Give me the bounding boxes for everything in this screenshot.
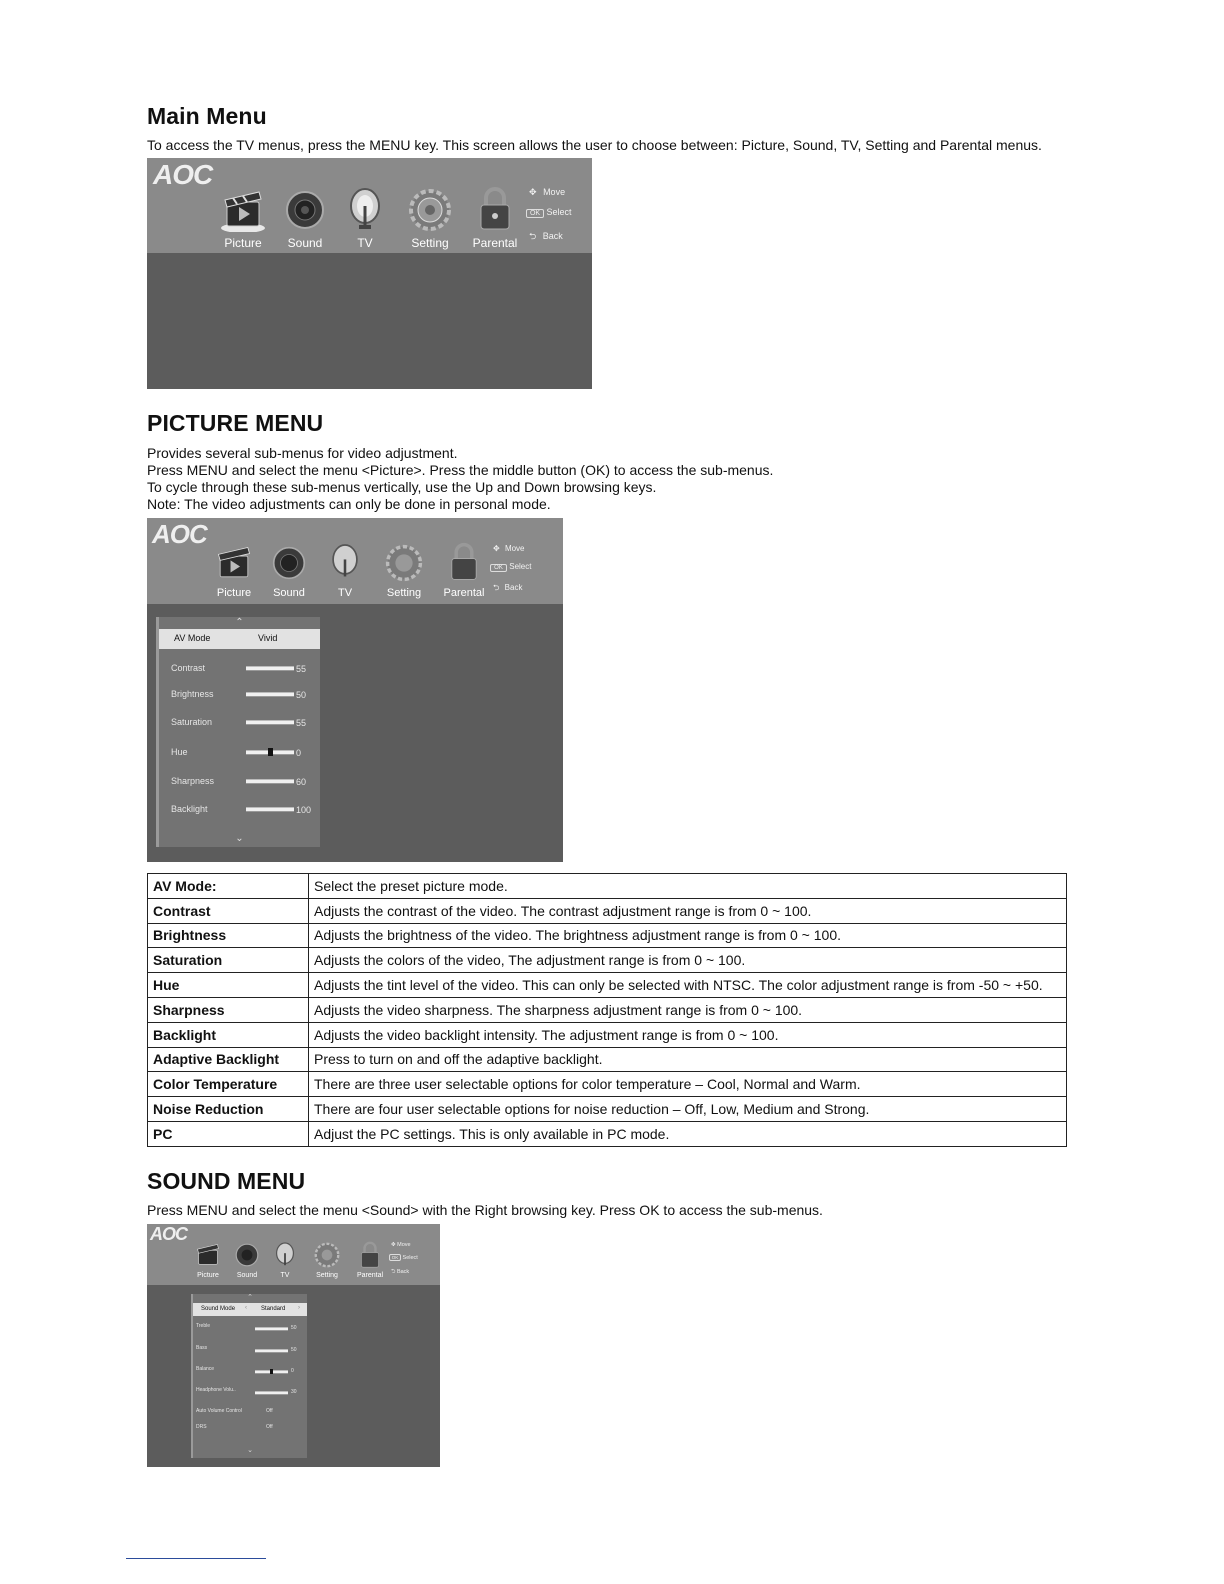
setting-description-cell: Adjusts the video sharpness. The sharpness adjustment range is from 0 ~ 100. [309,997,1067,1022]
table-row [148,1097,1067,1122]
menu-item-setting[interactable] [308,1240,346,1284]
setting-name-cell: AV Mode: [148,874,309,899]
menu-item-label: Sound [287,236,323,250]
speaker-icon [272,546,306,580]
hint-move: ✥ Move [391,1242,411,1248]
menu-item-parental[interactable] [435,540,493,604]
setting-label: Auto Volume Control [196,1408,242,1414]
picture-menu-screenshot [147,518,563,862]
picture-settings-table [147,873,1067,1147]
av-mode-value: Vivid [258,633,278,643]
menu-item-tv[interactable] [316,540,374,604]
setting-value: Off [266,1408,273,1414]
chevron-left-icon[interactable]: ‹ [245,1305,247,1311]
menu-item-tv[interactable] [333,182,397,252]
scroll-down-icon[interactable]: ⌄ [247,1447,253,1454]
satellite-dish-icon [345,186,385,232]
satellite-dish-icon [328,542,362,582]
satellite-dish-icon [273,1241,297,1269]
sound-setting-row[interactable] [193,1386,307,1398]
setting-value: 0 [291,1368,294,1374]
setting-name-cell: Contrast [148,898,309,923]
aoc-logo: AOC [152,519,207,549]
table-row [148,898,1067,923]
picture-menu-line: To cycle through these sub-menus vertically, use the Up and Down browsing keys. [147,479,657,495]
hint-back: ⮌ Back [391,1269,410,1275]
move-arrows-icon: ✥ [493,544,500,553]
hint-move: ✥ Move [493,544,525,553]
picture-submenu [156,617,320,847]
setting-label: Treble [196,1323,210,1329]
ok-key-icon: OK [526,209,544,218]
back-arrow-icon: ⮌ [391,1269,396,1275]
setting-slider[interactable] [246,750,294,755]
picture-setting-row[interactable] [159,661,320,679]
setting-name-cell: Sharpness [148,997,309,1022]
setting-slider[interactable] [255,1391,288,1395]
setting-slider[interactable] [246,807,294,812]
menu-item-label: Parental [356,1272,384,1279]
table-row [148,1121,1067,1146]
scroll-down-icon[interactable]: ⌄ [235,833,244,844]
table-row [148,874,1067,899]
table-row [148,973,1067,998]
setting-value: 50 [296,690,307,700]
menu-item-label: TV [337,587,353,599]
menu-item-sound[interactable] [260,540,318,604]
menu-item-sound[interactable] [273,182,337,252]
setting-value: 100 [296,805,312,815]
picture-menu-heading: PICTURE MENU [147,410,324,436]
sound-setting-row[interactable] [193,1423,307,1435]
table-row [148,1047,1067,1072]
menu-item-label: Picture [216,587,252,599]
main-menu-heading: Main Menu [147,103,267,129]
menu-item-parental[interactable] [463,182,527,252]
hint-back: ⮌ Back [493,583,523,592]
setting-label: Brightness [171,689,214,699]
setting-description-cell: Adjusts the colors of the video, The adjustment range is from 0 ~ 100. [309,948,1067,973]
sound-mode-label: Sound Mode [201,1306,236,1312]
aoc-logo: AOC [150,1224,187,1244]
setting-name-cell: Adaptive Backlight [148,1047,309,1072]
setting-description-cell: There are three user selectable options for color temperature – Cool, Normal and Warm. [309,1072,1067,1097]
setting-description-cell: There are four user selectable options for noise reduction – Off, Low, Medium and Strong. [309,1097,1067,1122]
menu-item-setting[interactable] [375,540,433,604]
menu-item-picture[interactable] [211,182,275,252]
hint-select: OK Select [526,207,572,218]
picture-setting-row[interactable] [159,802,320,820]
sound-mode-value: Standard [261,1306,286,1312]
picture-setting-row[interactable] [159,687,320,705]
back-arrow-icon: ⮌ [493,583,500,592]
gear-icon [408,188,452,232]
menu-item-parental[interactable] [351,1240,389,1284]
av-mode-label: AV Mode [174,633,211,643]
speaker-icon [285,190,325,230]
table-row [148,1072,1067,1097]
setting-value: 30 [291,1389,297,1395]
main-menu-intro: To access the TV menus, press the MENU key. This screen allows the user to choose between: Picture, Sound, TV, Setting and Parental menus. [147,137,1042,153]
move-arrows-icon: ✥ [391,1242,396,1248]
setting-label: Sharpness [171,776,215,786]
menu-item-label: Sound [273,587,305,599]
scroll-up-icon[interactable]: ⌃ [247,1294,253,1301]
main-menu-screenshot [147,158,592,389]
scroll-up-icon[interactable]: ⌃ [235,617,244,628]
menu-item-label: Sound [236,1272,258,1279]
setting-label: Saturation [171,717,213,727]
menu-item-label: Parental [443,587,485,599]
setting-label: DRS [196,1424,207,1430]
ok-key-icon: OK [490,564,507,572]
menu-item-label: Parental [472,236,518,250]
table-row [148,923,1067,948]
padlock-icon [359,1241,381,1269]
setting-name-cell: Backlight [148,1022,309,1047]
aoc-logo: AOC [153,159,213,190]
sound-submenu [191,1294,307,1458]
menu-item-label: Setting [386,587,422,599]
clapperboard-icon [194,1242,222,1268]
picture-menu-line: Note: The video adjustments can only be done in personal mode. [147,496,551,512]
setting-value: 60 [296,777,307,787]
menu-item-tv[interactable] [266,1240,304,1284]
setting-slider[interactable] [246,666,294,671]
setting-value: 55 [296,664,307,674]
slider-knob[interactable] [268,748,273,756]
table-row [148,1022,1067,1047]
menu-item-label: TV [280,1272,290,1279]
padlock-icon [448,542,480,582]
hint-select: OK Select [490,562,531,572]
setting-description-cell: Adjust the PC settings. This is only available in PC mode. [309,1121,1067,1146]
setting-value: 55 [296,718,307,728]
menu-item-label: Picture [197,1272,219,1279]
menu-item-sound[interactable] [228,1240,266,1284]
setting-slider[interactable] [255,1349,288,1353]
setting-label: Balance [196,1366,215,1372]
setting-name-cell: Brightness [148,923,309,948]
hint-back: ⮌ Back [529,231,563,241]
sound-setting-row[interactable] [193,1322,307,1334]
hint-move: ✥ Move [529,187,566,197]
setting-slider[interactable] [246,692,294,697]
setting-slider[interactable] [246,720,294,725]
setting-description-cell: Adjusts the tint level of the video. This can only be selected with NTSC. The color adjustment range is from -50 ~ +50. [309,973,1067,998]
setting-slider[interactable] [255,1327,288,1331]
sound-mode-row[interactable] [193,1303,307,1316]
move-arrows-icon: ✥ [529,187,537,197]
setting-slider[interactable] [255,1370,288,1374]
menu-item-label: Picture [224,236,262,250]
hint-select: OK Select [389,1254,418,1261]
padlock-icon [477,186,513,232]
setting-value: 50 [291,1347,297,1353]
setting-value: 50 [291,1325,297,1331]
setting-slider[interactable] [246,779,294,784]
setting-description-cell: Adjusts the contrast of the video. The contrast adjustment range is from 0 ~ 100. [309,898,1067,923]
setting-label: Bass [196,1345,208,1351]
menu-item-label: Setting [316,1272,338,1279]
picture-setting-row[interactable] [159,774,320,792]
av-mode-row[interactable] [159,629,320,649]
table-row [148,997,1067,1022]
menu-item-label: Setting [411,236,449,250]
table-row [148,948,1067,973]
footnote-rule [126,1558,266,1559]
setting-description-cell: Select the preset picture mode. [309,874,1067,899]
sound-menu-heading: SOUND MENU [147,1168,306,1194]
sound-menu-intro: Press MENU and select the menu <Sound> with the Right browsing key. Press OK to access the sub-menus. [147,1202,823,1218]
gear-icon [385,544,423,582]
speaker-icon [235,1243,259,1267]
picture-setting-row[interactable] [159,745,320,763]
sound-setting-row[interactable] [193,1344,307,1356]
chevron-right-icon[interactable]: › [298,1305,300,1311]
picture-menu-line: Provides several sub-menus for video adjustment. [147,445,458,461]
setting-label: Backlight [171,804,208,814]
setting-label: Contrast [171,663,206,673]
clapperboard-icon [219,188,267,232]
setting-label: Headphone Volu.. [196,1387,236,1393]
setting-name-cell: Noise Reduction [148,1097,309,1122]
picture-setting-row[interactable] [159,715,320,733]
ok-key-icon: OK [389,1254,401,1261]
menu-item-picture[interactable] [205,540,263,604]
sound-setting-row[interactable] [193,1407,307,1419]
menu-item-label: TV [357,236,373,250]
setting-name-cell: Color Temperature [148,1072,309,1097]
setting-value: 0 [296,748,302,758]
slider-knob[interactable] [270,1369,273,1374]
setting-description-cell: Adjusts the brightness of the video. The brightness adjustment range is from 0 ~ 100. [309,923,1067,948]
sound-menu-screenshot [147,1224,440,1467]
sound-setting-row[interactable] [193,1365,307,1377]
setting-description-cell: Adjusts the video backlight intensity. The adjustment range is from 0 ~ 100. [309,1022,1067,1047]
setting-name-cell: Hue [148,973,309,998]
setting-name-cell: PC [148,1121,309,1146]
setting-label: Hue [171,747,188,757]
picture-menu-line: Press MENU and select the menu <Picture>. Press the middle button (OK) to access the sub-menus. [147,462,774,478]
menu-item-picture[interactable] [189,1240,227,1284]
gear-icon [314,1242,340,1268]
setting-description-cell: Press to turn on and off the adaptive backlight. [309,1047,1067,1072]
setting-name-cell: Saturation [148,948,309,973]
setting-value: Off [266,1424,273,1430]
back-arrow-icon: ⮌ [529,231,537,241]
clapperboard-icon [213,544,255,582]
menu-item-setting[interactable] [398,182,462,252]
